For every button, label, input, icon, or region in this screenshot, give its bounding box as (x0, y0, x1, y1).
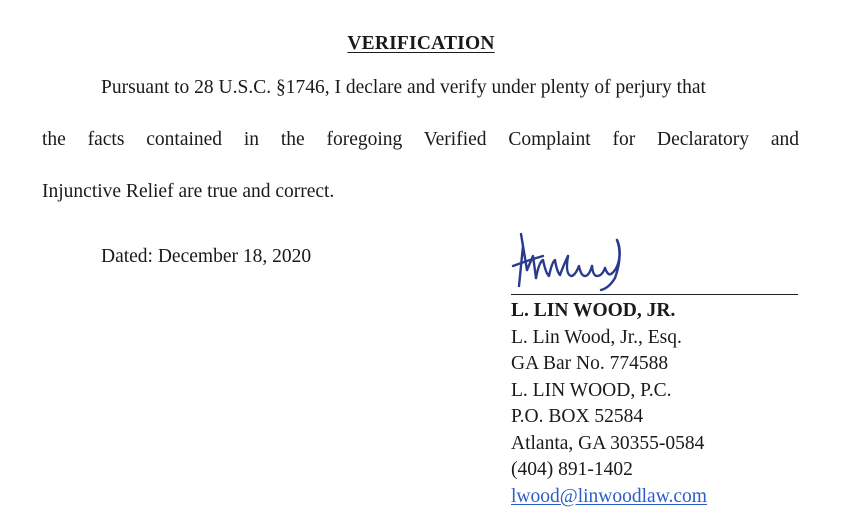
dated-line: Dated: December 18, 2020 (101, 246, 312, 267)
signature-block (511, 298, 707, 510)
bar-number: GA Bar No. 774588 (511, 353, 669, 374)
body-line-1: Pursuant to 28 U.S.C. §1746, I declare and verify under plenty of perjury that (101, 77, 706, 98)
po-box: P.O. BOX 52584 (511, 406, 644, 427)
verification-heading: VERIFICATION (347, 33, 495, 54)
handwritten-signature (505, 226, 645, 296)
signature-line (511, 294, 798, 295)
firm-name: L. LIN WOOD, P.C. (511, 379, 672, 401)
body-line-3: Injunctive Relief are true and correct. (42, 181, 335, 202)
phone-number: (404) 891-1402 (511, 459, 633, 480)
body-line-2: the facts contained in the foregoing Verified Complaint for Declaratory and (42, 129, 799, 150)
city-state-zip: Atlanta, GA 30355-0584 (511, 432, 705, 454)
signer-esq: L. Lin Wood, Jr., Esq. (511, 326, 682, 348)
signer-name: L. LIN WOOD, JR. (511, 300, 676, 321)
email-link[interactable]: lwood@linwoodlaw.com (511, 485, 707, 507)
